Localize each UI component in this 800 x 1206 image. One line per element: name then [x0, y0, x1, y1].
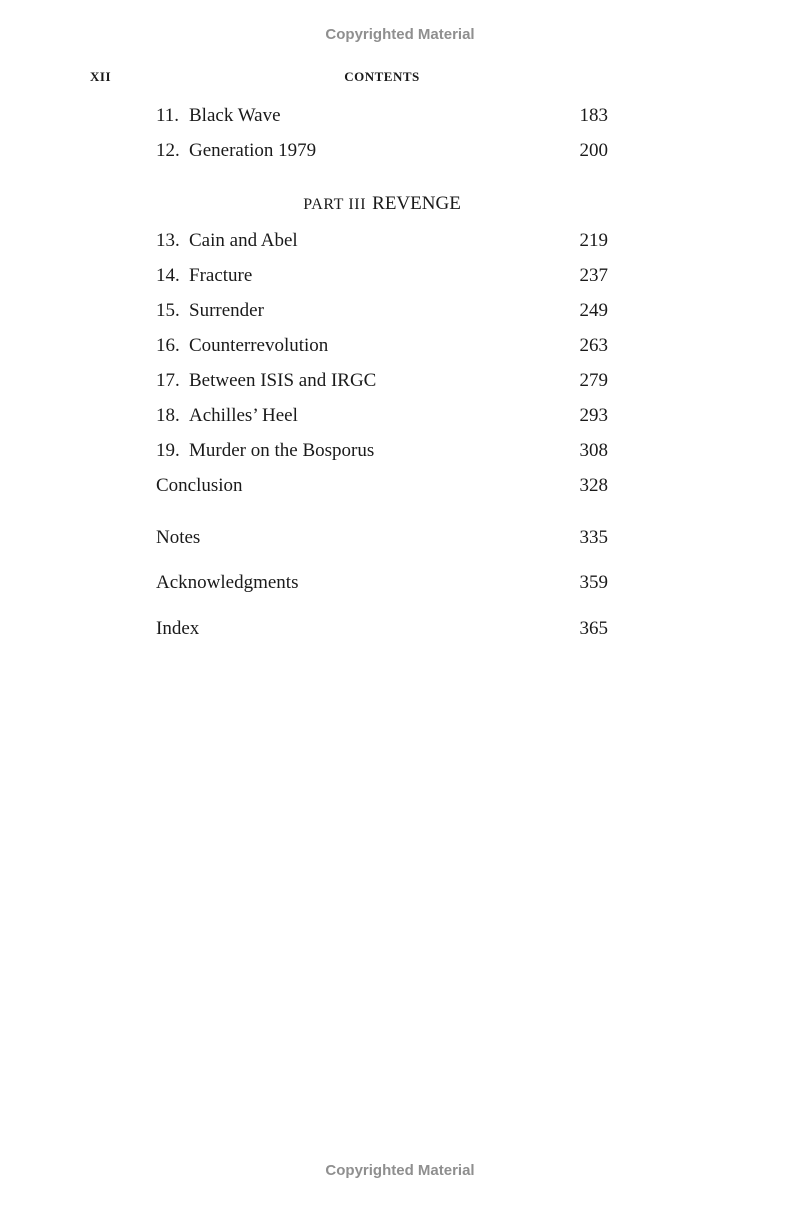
toc-entry: [156, 370, 608, 396]
page-ref: 183: [579, 105, 608, 126]
page-ref: 249: [579, 300, 608, 321]
chapter-title: Between ISIS and IRGC: [189, 370, 377, 391]
copyright-watermark-top: Copyrighted Material: [325, 26, 475, 43]
toc-entry: [156, 618, 608, 644]
page-ref: 335: [579, 527, 608, 548]
chapter-title: Fracture: [189, 265, 253, 286]
running-head-title: CONTENTS: [344, 69, 420, 84]
page-ref: 359: [579, 572, 608, 593]
chapter-number: 16.: [156, 335, 180, 356]
section-title: Notes: [156, 527, 201, 548]
chapter-number: 13.: [156, 230, 180, 251]
chapter-title: Black Wave: [189, 105, 281, 126]
page-ref: 365: [579, 618, 608, 639]
chapter-title: Achilles’ Heel: [189, 405, 298, 426]
section-title: Acknowledgments: [156, 572, 299, 593]
part-label: PART III: [303, 196, 367, 213]
toc-entry: [156, 527, 608, 553]
chapter-title: Cain and Abel: [189, 230, 298, 251]
section-title: Conclusion: [156, 475, 243, 496]
chapter-title: Generation 1979: [189, 140, 317, 161]
chapter-title: Murder on the Bosporus: [189, 440, 375, 461]
page-ref: 293: [579, 405, 608, 426]
chapter-number: 14.: [156, 265, 180, 286]
part-heading: [0, 193, 764, 215]
toc-entry: [156, 335, 608, 361]
chapter-title: Surrender: [189, 300, 264, 321]
toc-entry: [156, 475, 608, 501]
chapter-number: 11.: [156, 105, 180, 126]
chapter-title: Counterrevolution: [189, 335, 329, 356]
chapter-number: 18.: [156, 405, 180, 426]
chapter-number: 17.: [156, 370, 180, 391]
toc-entry: [156, 572, 608, 598]
page-ref: 219: [579, 230, 608, 251]
page-ref: 237: [579, 265, 608, 286]
toc-entry: [156, 265, 608, 291]
toc-entry: [156, 405, 608, 431]
part-title: REVENGE: [372, 193, 461, 214]
page-ref: 263: [579, 335, 608, 356]
section-title: Index: [156, 618, 200, 639]
page-ref: 308: [579, 440, 608, 461]
chapter-number: 19.: [156, 440, 180, 461]
toc-entry: [156, 300, 608, 326]
toc-entry: [156, 105, 608, 131]
toc-entry: [156, 440, 608, 466]
chapter-number: 12.: [156, 140, 180, 161]
chapter-number: 15.: [156, 300, 180, 321]
copyright-watermark-bottom: Copyrighted Material: [325, 1162, 475, 1179]
page-ref: 200: [579, 140, 608, 161]
page-ref: 328: [579, 475, 608, 496]
toc-entry: [156, 140, 608, 166]
toc-entry: [156, 230, 608, 256]
page-number: XII: [90, 69, 112, 84]
page-ref: 279: [579, 370, 608, 391]
